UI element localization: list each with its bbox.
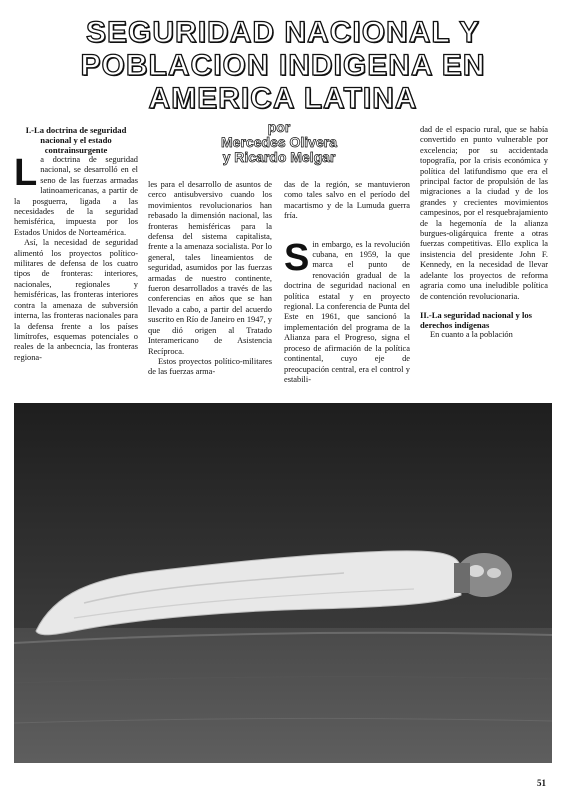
section-heading-2: II.-La seguridad nacional y los derechos indígenas [420,309,532,330]
col2-paragraph-1: les para el desarrollo de asuntos de cerco antisubversivo cuando los movimientos revolucionarios han rebasado la dimensión nacional, las fronteras hemisféricas para la defensa del sistema capitalista, frente a la amenaza socialista. Por lo general, tales lineamientos de seguridad, asumidos por las fuerzas armadas de nuestro continente, fueron desarrollados a través de las conferencias en años que se han llevado a cabo, a partir del acuerdo suscrito en Río de Janeiro en 1947, y que dió origen al Tratado Interamericano de Asistencia Recíproca. [148,180,272,356]
col1-paragraph-1: a doctrina de seguridad nacional, se desarrolló en el seno de las fuerzas armadas latinoamericanas, a partir de la posguerra, ligada a las necesidades de la seguridad hemisférica, impuesta por los Estados Unidos de Norteamérica. [14,155,138,237]
page-number: 51 [537,778,546,788]
dropcap-s: S [284,236,310,279]
byline-author-1: Mercedes Olivera [221,134,337,150]
text-column-3 [284,180,410,385]
byline-por: por [267,119,291,135]
text-column-1 [14,125,138,363]
section-heading-1: I.-La doctrina de seguridad nacional y el estado contrainsurgente [25,125,127,155]
col4-paragraph-2: En cuanto a la población [430,329,513,339]
title-line-2: POBLACION INDIGENA EN [80,49,486,82]
title-line-1: SEGURIDAD NACIONAL Y [86,16,480,49]
col3-paragraph-0: das de la región, se mantuvieron como tales salvo en el período del macartismo y de la Lumuda guerra fría. [284,180,410,221]
col2-paragraph-2: Estos proyectos político-militares de las fuerzas arma- [148,356,272,377]
col1-paragraph-2: Así, la necesidad de seguridad alimentó los proyectos político-militares de defensa de los cuatro tipos de fronteras: interiores, nacionales, regionales y hemisféricas, las fronteras interiores contra la amenaza de subversión interna, las fronteras nacionales para la defensa frente a los países limítrofes, esquemas potenciales o reales de la anbecncia, las fronteras regiona- [14,238,138,362]
byline-author-2: y Ricardo Melgar [222,149,336,165]
text-column-4 [420,125,548,340]
article-title [30,16,536,115]
dropcap-l: L [14,152,38,194]
byline [196,120,362,165]
title-line-3: AMERICA LATINA [148,82,418,115]
photo-floor [14,628,552,763]
col4-paragraph-1: dad de el espacio rural, que se había convertido en punto vulnerable por excelencia; por su accidentada topografía, por la crisis económica y política del latifundismo que era el principal factor de propulsión de las migraciones a la ciudad y de los grandes y crecientes movimientos campesinos, por el resquebrajamiento de la hegemonía de la alianza burgues-oligárquica frente a otras fuerzas competitivas. Ello explica la insistencia del presidente John F. Kennedy, en la necesidad de llevar adelante los proyectos de reforma agraria como una ineludible política de contención revolucionaria. [420,125,548,301]
photograph-shrouded-figure [14,403,552,763]
text-column-2 [148,180,272,378]
col3-paragraph-1: in embargo, es la revolución cubana, en 1959, la que marca el punto de renovación gradual de la doctrina de seguridad nacional en política estatal y en proyecto regional. La conferencia de Punta del Este en 1961, que sancionó la implementación del programa de la Alianza para el Progreso, signa el proceso de afirmación de la política continental, cuyo eje de preocupación central, era el control y estabili- [284,239,410,384]
photo-illustration [14,403,552,763]
